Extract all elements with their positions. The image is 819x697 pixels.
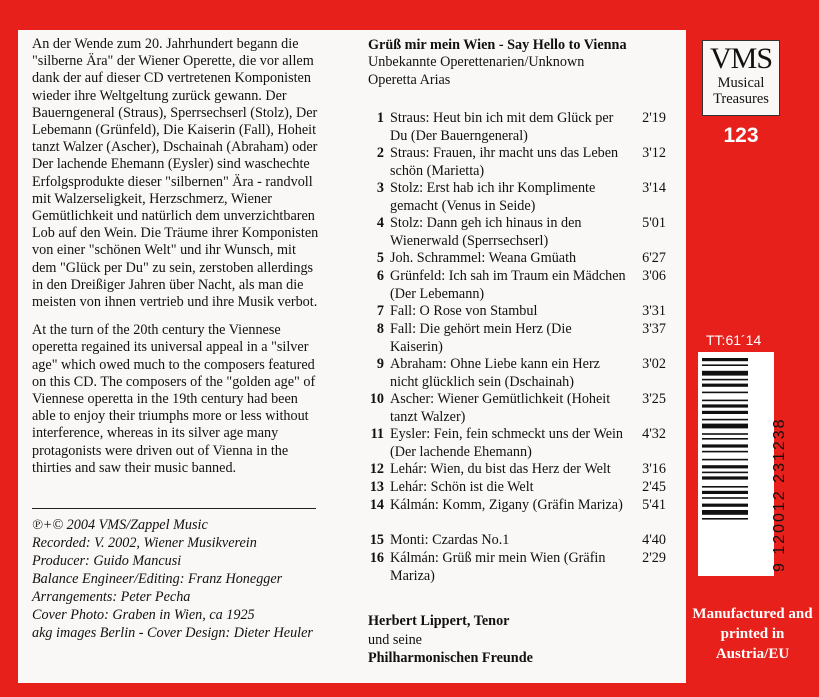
barcode-bar xyxy=(702,451,748,453)
track-title: Grünfeld: Ich sah im Traum ein Mädchen (Der Lebemann) xyxy=(390,268,626,302)
barcode-bar xyxy=(702,497,748,499)
barcode-bar xyxy=(702,400,748,402)
barcode-bar xyxy=(702,486,748,488)
track-title: Joh. Schrammel: Weana Gmüath xyxy=(390,250,577,266)
barcode-bar xyxy=(702,384,748,387)
track-duration: 5'01 xyxy=(642,215,666,231)
track-duration: 3'06 xyxy=(642,268,666,284)
track-number: 8 xyxy=(376,321,384,337)
track-duration: 3'12 xyxy=(642,145,666,161)
track-duration: 3'37 xyxy=(642,321,666,337)
track-number: 9 xyxy=(376,356,384,372)
barcode-bar xyxy=(702,358,748,361)
barcode-bar xyxy=(702,465,748,468)
logo-line-musical: Musical xyxy=(717,75,765,91)
barcode-bar xyxy=(702,392,748,394)
track-duration: 3'02 xyxy=(642,356,666,372)
album-title: Grüß mir mein Wien - Say Hello to Vienna xyxy=(368,37,627,53)
track-duration: 4'32 xyxy=(642,426,666,442)
track-duration: 3'31 xyxy=(642,303,666,319)
divider xyxy=(32,508,316,509)
manufactured-note: Manufactured and printed in Austria/EU xyxy=(692,606,813,662)
barcode-bar xyxy=(702,476,748,479)
credit-line: Recorded: V. 2002, Wiener Musikverein xyxy=(32,535,257,551)
barcode-bar xyxy=(702,379,748,381)
barcode-bar xyxy=(702,404,748,407)
credit-line: Balance Engineer/Editing: Franz Honegger xyxy=(32,571,283,587)
credit-line: Producer: Guido Mancusi xyxy=(32,553,182,569)
track-title: Straus: Frauen, ihr macht uns das Leben schön (Marietta) xyxy=(390,145,619,179)
performer-ensemble: Philharmonischen Freunde xyxy=(368,650,533,666)
barcode-bar xyxy=(702,424,748,429)
track-number: 14 xyxy=(369,497,384,513)
track-duration: 4'40 xyxy=(642,532,666,548)
track-number: 5 xyxy=(376,250,384,266)
track-title: Abraham: Ohne Liebe kann ein Herz nicht glücklich sein (Dschainah) xyxy=(390,356,600,390)
track-title: Monti: Czardas No.1 xyxy=(390,532,510,548)
track-duration: 2'19 xyxy=(642,110,666,126)
track-duration: 3'16 xyxy=(642,461,666,477)
barcode-bar xyxy=(702,518,748,520)
credits xyxy=(32,516,332,642)
credit-line: Arrangements: Peter Pecha xyxy=(32,589,191,605)
track-title: Lehár: Schön ist die Welt xyxy=(390,479,534,495)
intro-german: An der Wende zum 20. Jahrhundert begann die "silberne Ära" der Wiener Operette, die vor allem dank der auf dieser CD vertretenen Komponisten wieder ihre Weltgeltung zurück gewann. Der Bauerngeneral (Straus), Sperrsechserl (Stolz), Der Lebemann (Grünfeld), Die Kaiserin (Fall), Hoheit tanzt Walzer (Ascher), Dschainah (Abraham) oder Der lachende Ehemann (Eysler) sind waschechte Erfolgsprodukte dieser "silbernen" Ära - randvoll mit Walzerseligkeit, Herzschmerz, Wiener Gemütlichkeit und natürlich dem unverzichtbaren Lob auf den Wein. Die Träume ihrer Komponisten von einer "schönen Welt" und ihr Wunsch, mit dem "Glück per Du" zu sein, zerstoben allerdings in den Dreißiger Jahren über Nacht, als man die meisten von ihnen vertrieb und ihre Musik verbot. xyxy=(32,36,319,311)
track-title: Stolz: Dann geh ich hinaus in den Wienerwald (Sperrsechserl) xyxy=(390,215,582,249)
tracklist-column xyxy=(368,36,688,666)
track-title: Eysler: Fein, fein schmeckt uns der Wein (Der lachende Ehemann) xyxy=(390,426,624,460)
track-number: 13 xyxy=(369,479,384,495)
track-number: 2 xyxy=(376,145,384,161)
barcode xyxy=(698,352,788,576)
vms-logo xyxy=(702,40,780,116)
track-title: Ascher: Wiener Gemütlichkeit (Hoheit tanzt Walzer) xyxy=(390,391,611,425)
barcode-bar xyxy=(702,438,748,440)
track-title: Kálmán: Grüß mir mein Wien (Gräfin Mariza) xyxy=(390,550,606,584)
album-subtitle: Unbekannte Operettenarien/Unknown Operetta Arias xyxy=(368,54,585,88)
barcode-bar xyxy=(702,459,748,461)
barcode-bar xyxy=(702,411,748,414)
barcode-digits: 9 120012 231238 xyxy=(771,417,788,572)
intro-english: At the turn of the 20th century the Viennese operetta regained its universal appeal in a "silver age" which owed much to the composers featured on this CD. The composers of the "golden age" of Viennese operetta in the 19th century had been able to enjoy their triumphs more or less without interference, whereas in its silver age many protagonists were driven out of Vienna in the thirties and saw their music banned. xyxy=(32,322,316,476)
performer-link: und seine xyxy=(368,631,422,648)
barcode-bar xyxy=(702,510,748,515)
track-number: 7 xyxy=(376,303,384,319)
barcode-bars xyxy=(702,358,748,570)
track-number: 11 xyxy=(370,426,384,442)
track-duration: 6'27 xyxy=(642,250,666,266)
performers xyxy=(368,612,533,668)
track-number: 10 xyxy=(369,391,384,407)
track-duration: 3'25 xyxy=(642,391,666,407)
track-number: 16 xyxy=(369,550,384,566)
catalog-number: 123 xyxy=(723,124,759,147)
performer-tenor: Herbert Lippert, Tenor xyxy=(368,613,510,629)
track-title: Fall: O Rose von Stambul xyxy=(390,303,538,319)
barcode-bar xyxy=(702,433,748,435)
track-number: 3 xyxy=(376,180,384,196)
track-number: 1 xyxy=(376,110,384,126)
barcode-bar xyxy=(702,491,748,494)
credit-line: Cover Photo: Graben in Wien, ca 1925 xyxy=(32,607,255,623)
barcode-bar xyxy=(702,371,748,376)
track-title: Stolz: Erst hab ich ihr Komplimente gemacht (Venus in Seide) xyxy=(390,180,596,214)
track-title: Fall: Die gehört mein Herz (Die Kaiserin) xyxy=(390,321,572,355)
track-number: 12 xyxy=(369,461,384,477)
liner-notes xyxy=(32,36,322,488)
track-title: Kálmán: Komm, Zigany (Gräfin Mariza) xyxy=(390,497,623,513)
logo-line-treasures: Treasures xyxy=(713,91,769,107)
track-number: 4 xyxy=(376,215,384,231)
track-title: Straus: Heut bin ich mit dem Glück per Du (Der Bauerngeneral) xyxy=(390,110,614,144)
track-number: 6 xyxy=(376,268,384,284)
track-duration: 5'41 xyxy=(642,497,666,513)
credit-line: ℗+© 2004 VMS/Zappel Music xyxy=(32,517,208,533)
barcode-bar xyxy=(702,472,748,474)
barcode-bar xyxy=(702,419,748,421)
track-number: 15 xyxy=(369,532,384,548)
barcode-digits-wrap xyxy=(752,356,788,572)
barcode-bar xyxy=(702,444,748,447)
barcode-bar xyxy=(702,504,748,507)
track-duration: 2'45 xyxy=(642,479,666,495)
track-title: Lehár: Wien, du bist das Herz der Welt xyxy=(390,461,611,477)
track-duration: 2'29 xyxy=(642,550,666,566)
booklet-panel xyxy=(18,30,686,683)
logo-vms: VMS xyxy=(709,42,773,75)
track-duration: 3'14 xyxy=(642,180,666,196)
credit-line: akg images Berlin - Cover Design: Dieter Heuler xyxy=(32,625,313,641)
barcode-bar xyxy=(702,364,748,366)
total-time: TT:61´14 xyxy=(706,332,762,348)
